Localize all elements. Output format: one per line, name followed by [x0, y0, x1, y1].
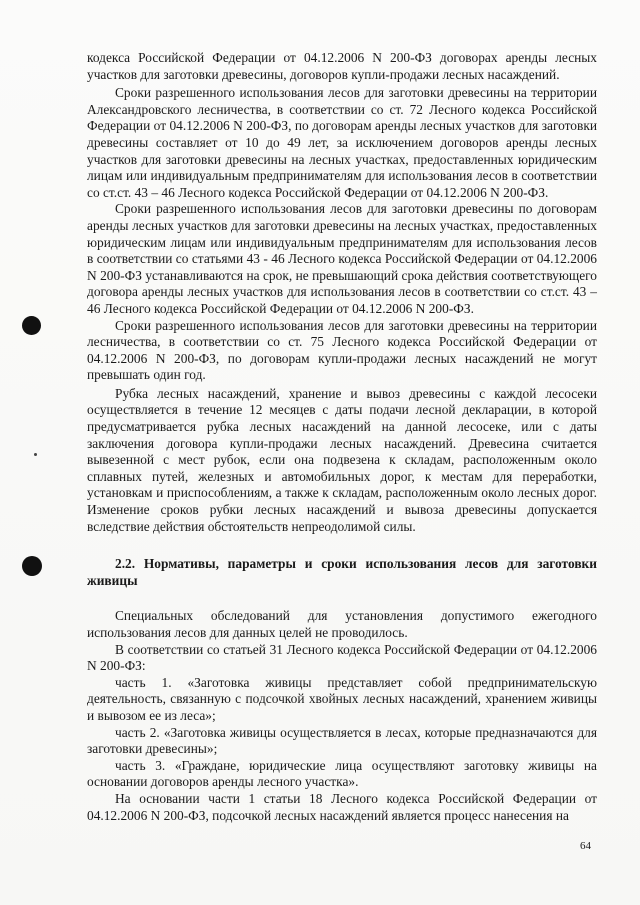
paragraph-part-1: часть 1. «Заготовка живицы представляет собой предпринимательскую деятельность, связанную с подсочкой хвойных лесных насаждений, хранением живицы и вывозом ее из леса»;	[87, 674, 597, 723]
document-body	[87, 50, 597, 824]
paragraph-continuation: кодекса Российской Федерации от 04.12.2006 N 200-ФЗ договорах аренды лесных участков для заготовки древесины, договоров купли-продажи лесных насаждений.	[87, 50, 597, 82]
paragraph-part-3: часть 3. «Граждане, юридические лица осуществляют заготовку живицы на основании договоров аренды лесного участка».	[87, 757, 597, 790]
section-heading	[87, 556, 597, 589]
paragraph-terms-alexandrovsky: Сроки разрешенного использования лесов для заготовки древесины на территории Александровского лесничества, в соответствии со ст. 72 Лесного кодекса Российской Федерации от 04.12.2006 N 200-ФЗ, по договорам аренды лесных участков для заготовки древесины составляет от 10 до 49 лет, за исключением договоров аренды лесных участков для заготовки древесины на лесных участках, предоставленных юридическим лицам или индивидуальным предпринимателям для использования лесов в соответствии со ст.ст. 43 – 46 Лесного кодекса Российской Федерации от 04.12.2006 N 200-ФЗ.	[87, 85, 597, 200]
punch-hole-mark-lower	[22, 556, 42, 576]
paragraph-terms-sale: Сроки разрешенного использования лесов для заготовки древесины на территории лесничества, в соответствии со ст. 75 Лесного кодекса Российской Федерации от 04.12.2006 N 200-ФЗ, по договорам купли-продажи лесных насаждений не могут превышать один год.	[87, 317, 597, 383]
page-number: 64	[580, 840, 591, 852]
paragraph-article-18: На основании части 1 статьи 18 Лесного кодекса Российской Федерации от 04.12.2006 N 200-ФЗ, подсочкой лесных насаждений является процесс нанесения на	[87, 790, 597, 823]
paragraph-terms-lease: Сроки разрешенного использования лесов для заготовки древесины по договорам аренды лесных участков для заготовки древесины на лесных участках, предоставленных юридическим лицам или индивидуальным предпринимателям для использования лесов в соответствии со статьями 43 - 46 Лесного кодекса Российской Федерации от 04.12.2006 N 200-ФЗ устанавливаются на срок, не превышающий срока действия соответствующего договора аренды лесных участков для использования лесов в соответствии со ст.ст. 43 – 46 Лесного кодекса Российской Федерации от 04.12.2006 N 200-ФЗ.	[87, 201, 597, 316]
paragraph-part-2: часть 2. «Заготовка живицы осуществляется в лесах, которые предназначаются для заготовки древесины»;	[87, 724, 597, 757]
section-number: 2.2.	[115, 556, 136, 572]
paragraph-felling: Рубка лесных насаждений, хранение и вывоз древесины с каждой лесосеки осуществляется в течение 12 месяцев с даты подачи лесной декларации, в которой предусматривается рубка лесных насаждений на данной лесосеке, или с даты заключения договора купли-продажи лесных насаждений. Древесина считается вывезенной с мест рубок, если она подвезена к складам, расположенным около сплавных путей, железных и автомобильных дорог, к местам для переработки, установкам и приспособлениям, а также к складам, расположенным около лесных дорог. Изменение сроков рубки лесных насаждений и вывоза древесины допускается вследствие действия обстоятельств непреодолимой силы.	[87, 385, 597, 534]
punch-hole-mark-upper	[22, 316, 41, 335]
paragraph-surveys: Специальных обследований для установления допустимого ежегодного использования лесов для данных целей не проводилось.	[87, 608, 597, 640]
paragraph-article-31: В соответствии со статьей 31 Лесного кодекса Российской Федерации от 04.12.2006 N 200-ФЗ:	[87, 641, 597, 674]
scan-speck	[34, 453, 37, 456]
section-title: Нормативы, параметры и сроки использования лесов для заготовки живицы	[87, 556, 597, 588]
